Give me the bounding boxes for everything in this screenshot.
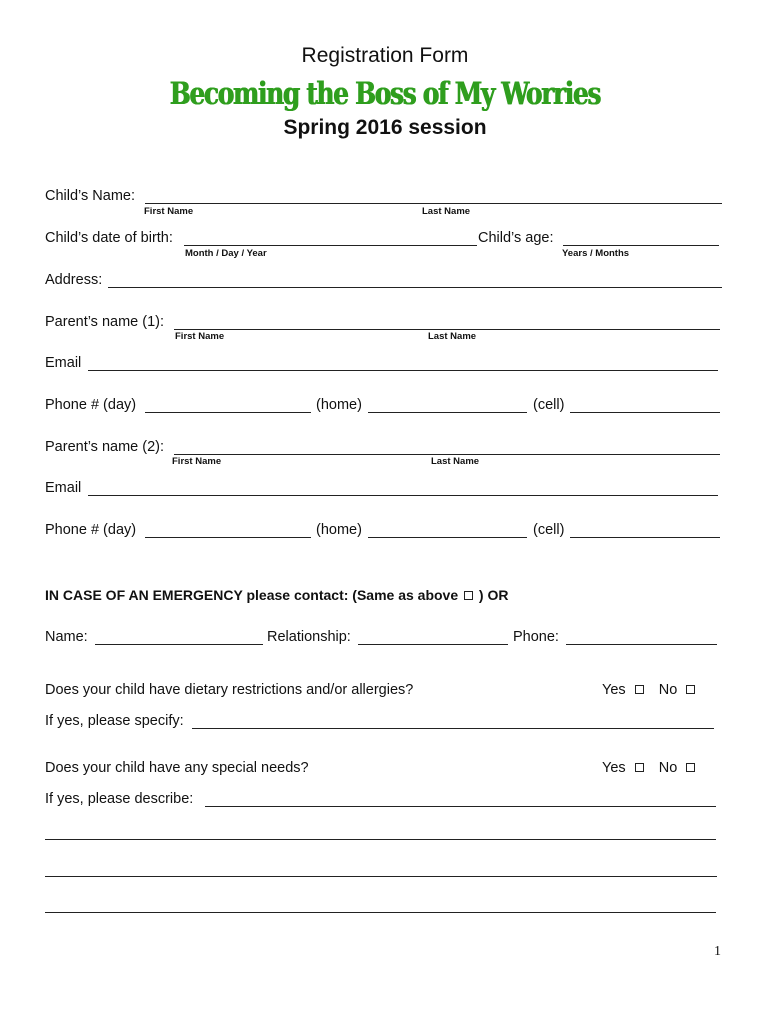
parent1-phone-day-field[interactable] xyxy=(145,412,311,413)
emergency-heading-start: IN CASE OF AN EMERGENCY please contact: (Same as above xyxy=(45,587,459,603)
parent2-first-name-hint: First Name xyxy=(172,456,222,467)
parent2-phone-home-field[interactable] xyxy=(368,537,527,538)
child-last-name-hint: Last Name xyxy=(422,206,471,217)
parent2-email-label: Email xyxy=(45,480,82,496)
parent1-phone-home-label: (home) xyxy=(316,397,362,413)
special-needs-describe-line-2[interactable] xyxy=(45,839,716,840)
parent1-name-label: Parent’s name (1): xyxy=(45,314,165,330)
dietary-no-label: No xyxy=(658,682,678,698)
special-needs-describe-line-3[interactable] xyxy=(45,876,717,877)
same-as-above-checkbox[interactable] xyxy=(464,591,473,600)
parent1-phone-home-field[interactable] xyxy=(368,412,527,413)
parent2-phone-day-label: Phone # (day) xyxy=(45,522,137,538)
parent1-name-field[interactable] xyxy=(174,329,720,330)
child-first-name-hint: First Name xyxy=(144,206,194,217)
child-name-field[interactable] xyxy=(145,203,722,204)
dietary-no-checkbox[interactable] xyxy=(686,685,695,694)
child-name-label: Child’s Name: xyxy=(45,188,135,204)
parent1-first-name-hint: First Name xyxy=(175,331,225,342)
dietary-question: Does your child have dietary restrictions and/or allergies? xyxy=(45,682,414,698)
address-label: Address: xyxy=(45,272,103,288)
dietary-yes-checkbox[interactable] xyxy=(635,685,644,694)
special-needs-no-label: No xyxy=(658,760,678,776)
parent1-phone-day-label: Phone # (day) xyxy=(45,397,137,413)
parent2-phone-home-label: (home) xyxy=(316,522,362,538)
child-age-hint: Years / Months xyxy=(562,248,630,259)
parent2-name-label: Parent’s name (2): xyxy=(45,439,165,455)
parent1-last-name-hint: Last Name xyxy=(428,331,477,342)
child-dob-hint: Month / Day / Year xyxy=(185,248,267,259)
session-title: Spring 2016 session xyxy=(283,116,487,139)
parent2-phone-day-field[interactable] xyxy=(145,537,311,538)
address-field[interactable] xyxy=(108,287,722,288)
special-needs-no-checkbox[interactable] xyxy=(686,763,695,772)
child-age-label: Child’s age: xyxy=(478,230,554,246)
special-needs-yes-checkbox[interactable] xyxy=(635,763,644,772)
emergency-name-field[interactable] xyxy=(95,644,263,645)
page-number: 1 xyxy=(714,944,721,959)
special-needs-question: Does your child have any special needs? xyxy=(45,760,309,776)
emergency-relationship-field[interactable] xyxy=(358,644,508,645)
special-needs-yes-label: Yes xyxy=(602,760,626,776)
parent2-last-name-hint: Last Name xyxy=(431,456,480,467)
emergency-heading xyxy=(45,587,508,603)
program-title: Becoming the Boss of My Worries xyxy=(169,76,601,112)
parent2-phone-cell-label: (cell) xyxy=(533,522,565,538)
form-title: Registration Form xyxy=(301,44,469,67)
emergency-phone-field[interactable] xyxy=(566,644,717,645)
child-dob-field[interactable] xyxy=(184,245,477,246)
parent1-email-label: Email xyxy=(45,355,82,371)
parent1-phone-cell-field[interactable] xyxy=(570,412,720,413)
parent2-email-field[interactable] xyxy=(88,495,718,496)
dietary-specify-label: If yes, please specify: xyxy=(45,713,184,729)
emergency-phone-label: Phone: xyxy=(513,629,559,645)
special-needs-describe-label: If yes, please describe: xyxy=(45,791,194,807)
special-needs-describe-field[interactable] xyxy=(205,806,716,807)
parent1-email-field[interactable] xyxy=(88,370,718,371)
emergency-relationship-label: Relationship: xyxy=(267,629,351,645)
special-needs-describe-line-4[interactable] xyxy=(45,912,716,913)
child-age-field[interactable] xyxy=(563,245,719,246)
special-needs-options xyxy=(602,760,697,776)
dietary-options xyxy=(602,682,697,698)
dietary-specify-field[interactable] xyxy=(192,728,714,729)
parent2-phone-cell-field[interactable] xyxy=(570,537,720,538)
dietary-yes-label: Yes xyxy=(602,682,626,698)
emergency-name-label: Name: xyxy=(45,629,88,645)
emergency-heading-end: ) OR xyxy=(478,587,509,603)
parent1-phone-cell-label: (cell) xyxy=(533,397,565,413)
parent2-name-field[interactable] xyxy=(174,454,720,455)
child-dob-label: Child’s date of birth: xyxy=(45,230,173,246)
